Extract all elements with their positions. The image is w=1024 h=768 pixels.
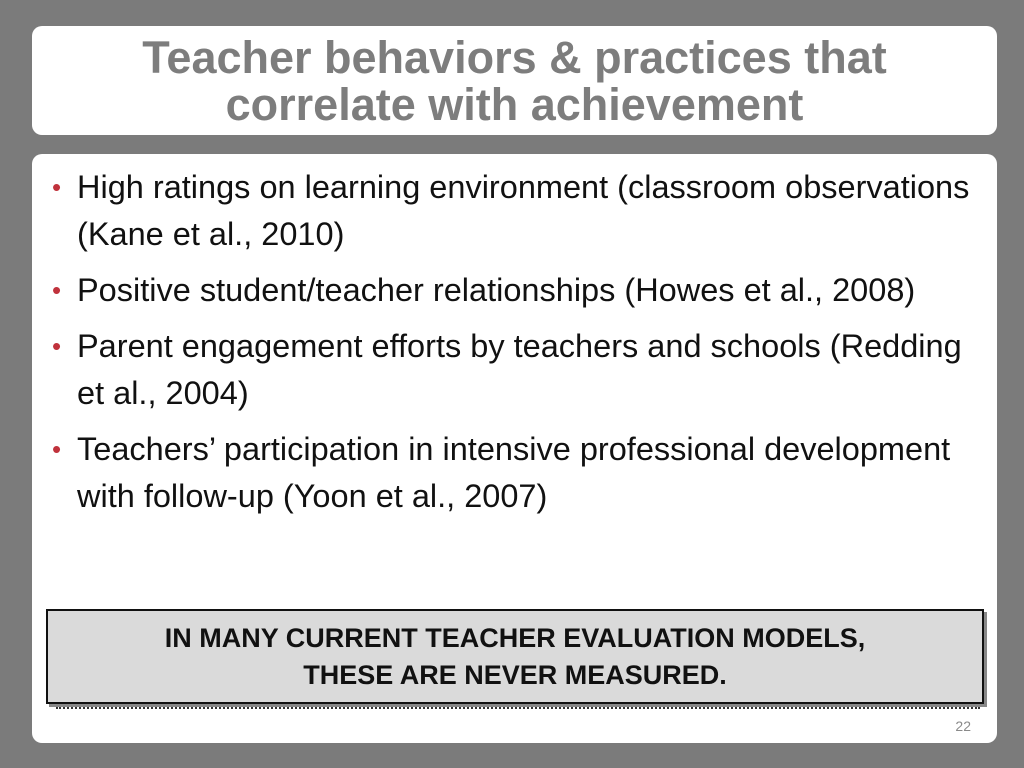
bullet-icon: • [52,331,62,361]
callout-line-2: THESE ARE NEVER MEASURED. [303,659,727,690]
bullet-text: Teachers’ participation in intensive professional development with follow-up (Yoon et al., 2007) [77,431,951,514]
slide-title-line-1: Teacher behaviors & practices that [142,31,887,83]
list-item [52,426,992,520]
callout-text [165,620,866,694]
slide-title [142,31,887,130]
list-item [52,323,992,417]
bullet-icon: • [52,275,62,305]
footer-divider [56,707,980,709]
page-number: 22 [955,718,971,734]
callout-line-1: IN MANY CURRENT TEACHER EVALUATION MODELS, [164,622,866,653]
content-panel [32,154,997,743]
bullet-text: High ratings on learning environment (classroom observations (Kane et al., 2010) [77,169,970,252]
bullet-list [52,164,992,529]
title-panel [32,26,997,135]
slide-title-line-2: correlate with achievement [225,78,804,130]
bullet-text: Parent engagement efforts by teachers and schools (Redding et al., 2004) [77,328,962,411]
bullet-text: Positive student/teacher relationships (Howes et al., 2008) [77,272,916,308]
bullet-icon: • [52,434,62,464]
list-item [52,267,992,314]
list-item [52,164,992,258]
callout-box [46,609,984,704]
bullet-icon: • [52,172,62,202]
